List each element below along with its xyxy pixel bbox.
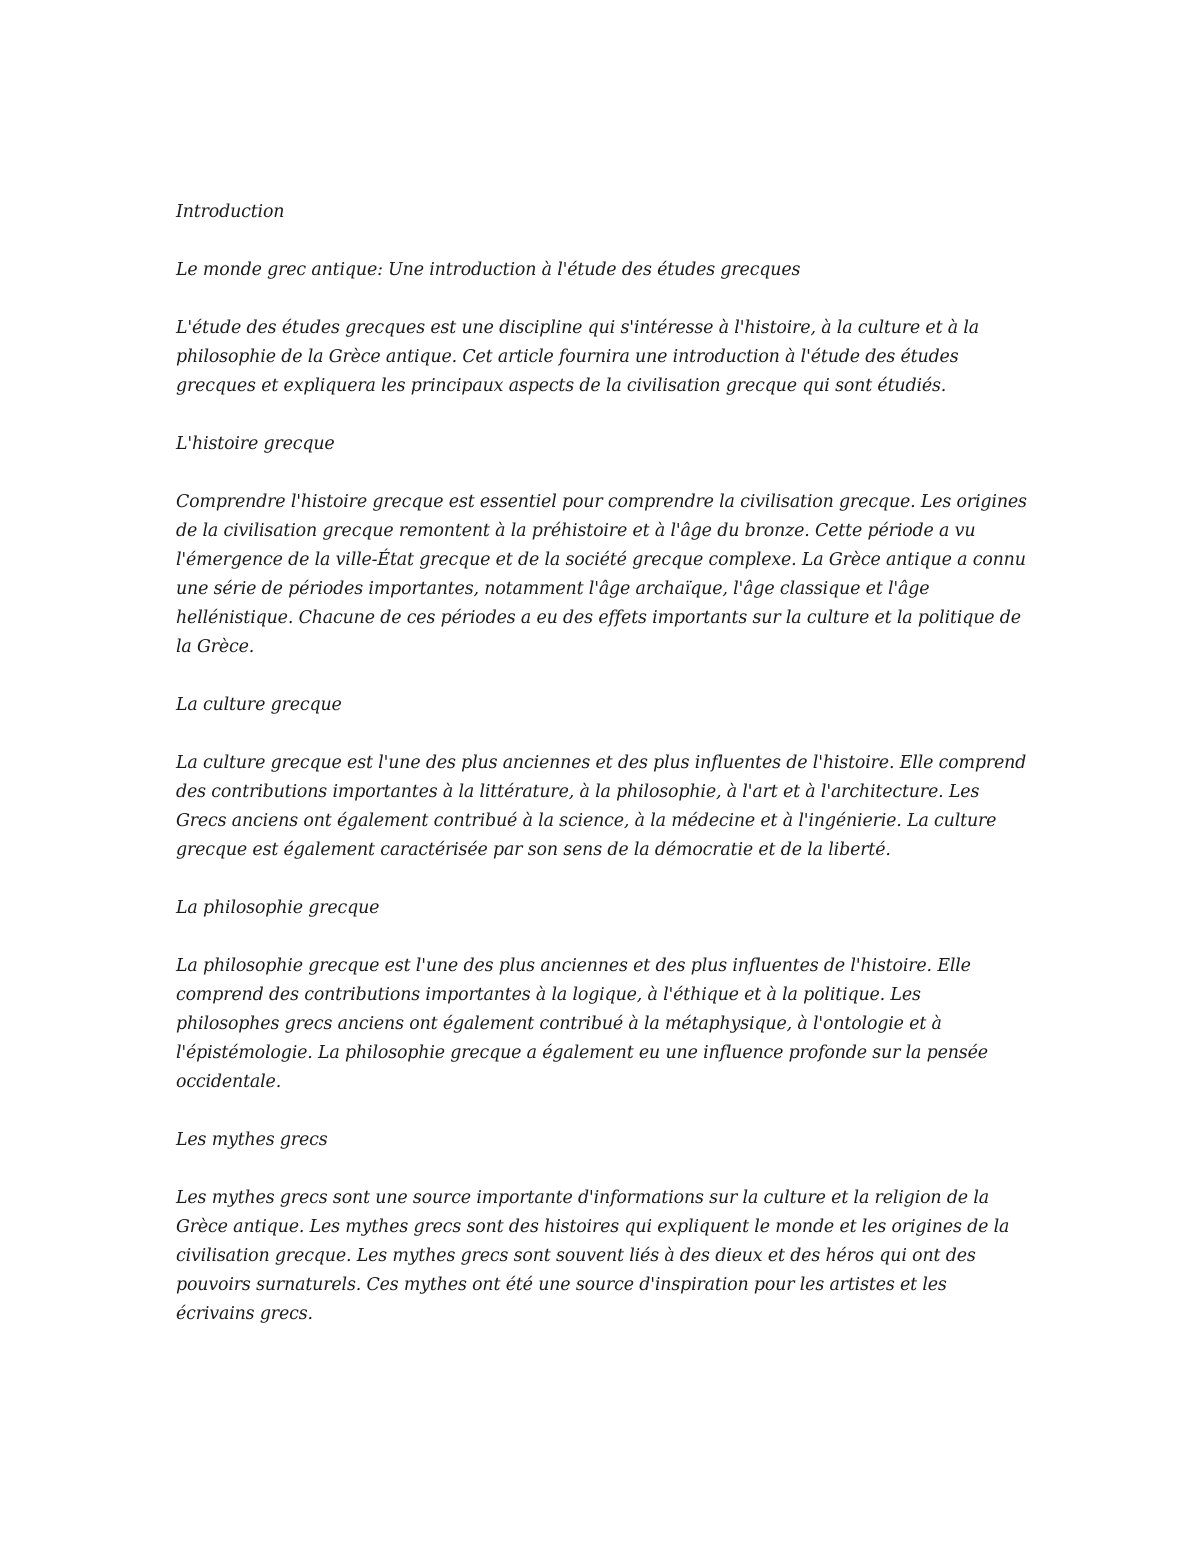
paragraph-culture: La culture grecque est l'une des plus anciennes et des plus influentes de l'histoire. Elle comprend des contributions importantes à la littérature, à la philosophie, à l'art et à l'architecture. Les Grecs anciens ont également contribué à la science, à la médecine et à l'ingénierie. La culture grecque est également caractérisée par son sens de la démocratie et de la liberté. [176,753,1027,860]
heading-philosophy: La philosophie grecque [176,898,380,918]
document-title: Le monde grec antique: Une introduction à l'étude des études grecques [176,260,801,280]
paragraph-philosophy: La philosophie grecque est l'une des plus anciennes et des plus influentes de l'histoire. Elle comprend des contributions importantes à la logique, à l'éthique et à la politique. Les philosophes grecs anciens ont également contribué à la métaphysique, à l'ontologie et à l'épistémologie. La philosophie grecque a également eu une influence profonde sur la pensée occidentale. [176,956,988,1092]
paragraph-history: Comprendre l'histoire grecque est essentiel pour comprendre la civilisation grecque. Les origines de la civilisation grecque remontent à la préhistoire et à l'âge du bronze. Cette période a vu l'émergence de la ville-État grecque et de la société grecque complexe. La Grèce antique a connu une série de périodes importantes, notamment l'âge archaïque, l'âge classique et l'âge hellénistique. Chacune de ces périodes a eu des effets importants sur la culture et la politique de la Grèce. [176,492,1027,657]
paragraph-intro: L'étude des études grecques est une discipline qui s'intéresse à l'histoire, à la culture et à la philosophie de la Grèce antique. Cet article fournira une introduction à l'étude des études grecques et expliquera les principaux aspects de la civilisation grecque qui sont étudiés. [176,318,980,396]
document-body [176,198,1028,1358]
paragraph-myths: Les mythes grecs sont une source importante d'informations sur la culture et la religion de la Grèce antique. Les mythes grecs sont des histoires qui expliquent le monde et les origines de la civilisation grecque. Les mythes grecs sont souvent liés à des dieux et des héros qui ont des pouvoirs surnaturels. Ces mythes ont été une source d'inspiration pour les artistes et les écrivains grecs. [176,1188,1010,1324]
heading-introduction: Introduction [176,202,285,222]
heading-culture: La culture grecque [176,695,342,715]
heading-history: L'histoire grecque [176,434,335,454]
heading-myths: Les mythes grecs [176,1130,328,1150]
